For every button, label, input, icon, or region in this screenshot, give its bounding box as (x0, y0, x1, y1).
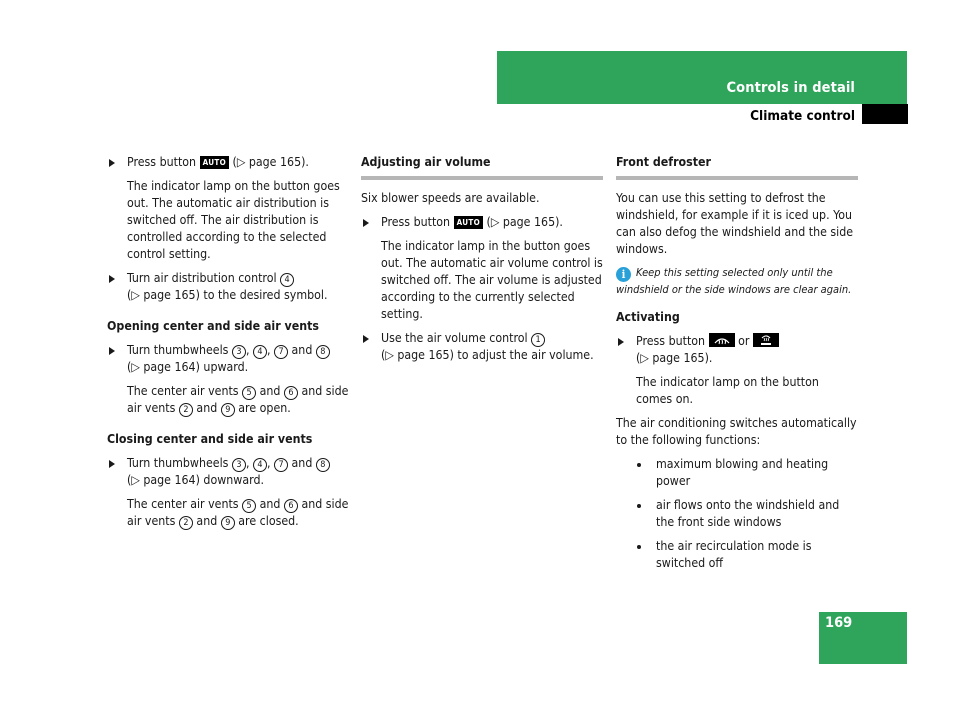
callout-number: 5 (242, 386, 256, 400)
callout-number: 9 (221, 516, 235, 530)
air-volume-heading: Adjusting air volume (361, 154, 603, 180)
step-arrow-icon (618, 338, 624, 346)
callout-number: 5 (242, 499, 256, 513)
step-press-auto: Press button AUTO (▷ page 165). (107, 154, 352, 171)
list-item: the air recirculation mode is switched off (616, 538, 858, 572)
callout-number: 7 (274, 345, 288, 359)
step-result: The center air vents 5 and 6 and side air vents 2 and 9 are open. (127, 384, 349, 415)
step-arrow-icon (109, 275, 115, 283)
callout-number: 7 (274, 458, 288, 472)
functions-intro: The air conditioning switches automatically to the following functions: (616, 416, 857, 447)
callout-number: 1 (531, 333, 545, 347)
step-press-defrost: Press button or (▷ page 165). (616, 333, 858, 367)
step-arrow-icon (363, 335, 369, 343)
column-3 (616, 154, 858, 579)
step-arrow-icon (109, 460, 115, 468)
step-press-auto: Press button AUTO (▷ page 165). (361, 214, 603, 231)
callout-number: 4 (253, 458, 267, 472)
subsection-title: Climate control (750, 108, 855, 124)
bullet-icon (637, 545, 641, 549)
column-1 (107, 154, 352, 537)
auto-button-icon: AUTO (200, 156, 229, 169)
callout-number: 6 (284, 499, 298, 513)
info-icon: i (616, 267, 631, 282)
step-air-volume: Use the air volume control 1 (▷ page 165) to adjust the air volume. (361, 330, 603, 364)
bullet-icon (637, 504, 641, 508)
step-arrow-icon (109, 347, 115, 355)
step-arrow-icon (109, 159, 115, 167)
page-number: 169 (825, 615, 853, 631)
callout-number: 4 (280, 273, 294, 287)
callout-number: 9 (221, 403, 235, 417)
activating-heading: Activating (616, 310, 680, 324)
step-result: The indicator lamp on the button goes out. The automatic air distribution is switched off. The air distribution is controlled according to the selected control setting. (127, 179, 340, 261)
step-close-vents: Turn thumbwheels 3 , 4 , 7 and 8 (▷ page 164) downward. (107, 455, 352, 489)
callout-number: 2 (179, 516, 193, 530)
header-band (497, 51, 907, 104)
step-result: The center air vents 5 and 6 and side air vents 2 and 9 are closed. (127, 497, 349, 528)
step-result: The indicator lamp in the button goes out. The automatic air volume control is switched off. The air volume is adjusted according to the currently selected setting. (381, 239, 603, 321)
step-result: The indicator lamp on the button comes on. (636, 375, 819, 406)
callout-number: 8 (316, 458, 330, 472)
auto-button-icon: AUTO (454, 216, 483, 229)
front-defroster-heading: Front defroster (616, 154, 858, 180)
callout-number: 3 (232, 345, 246, 359)
step-air-distribution: Turn air distribution control 4 (▷ page 165) to the desired symbol. (107, 270, 352, 304)
opening-vents-heading: Opening center and side air vents (107, 319, 319, 333)
callout-number: 8 (316, 345, 330, 359)
list-item: maximum blowing and heating power (616, 456, 858, 490)
defroster-intro: You can use this setting to defrost the windshield, for example if it is iced up. You can also defog the windshield and the side windows. (616, 191, 854, 256)
column-2 (361, 154, 603, 371)
section-title: Controls in detail (726, 80, 855, 96)
info-note: i Keep this setting selected only until the windshield or the side windows are clear again. (616, 266, 852, 296)
callout-number: 6 (284, 386, 298, 400)
callout-number: 2 (179, 403, 193, 417)
front-defrost-button-icon (753, 333, 779, 347)
windshield-defrost-button-icon (709, 333, 735, 347)
step-open-vents: Turn thumbwheels 3 , 4 , 7 and 8 (▷ page 164) upward. (107, 342, 352, 376)
bullet-icon (637, 463, 641, 467)
closing-vents-heading: Closing center and side air vents (107, 432, 313, 446)
air-volume-intro: Six blower speeds are available. (361, 191, 540, 205)
section-tab-marker (862, 104, 908, 124)
callout-number: 4 (253, 345, 267, 359)
list-item: air flows onto the windshield and the front side windows (616, 497, 858, 531)
step-arrow-icon (363, 219, 369, 227)
callout-number: 3 (232, 458, 246, 472)
